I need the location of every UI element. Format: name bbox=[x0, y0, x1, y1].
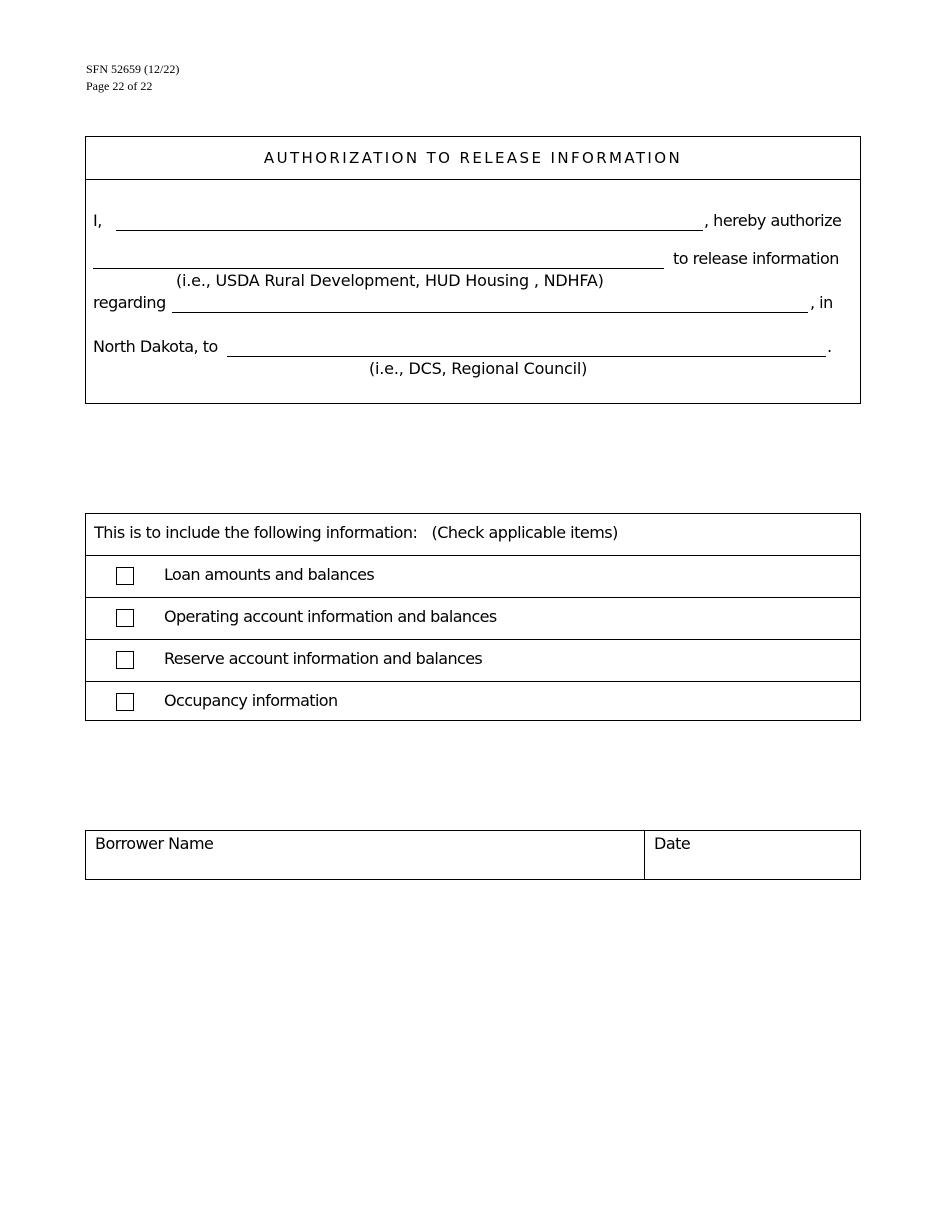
authorization-title: AUTHORIZATION TO RELEASE INFORMATION bbox=[86, 137, 860, 180]
regarding-field[interactable] bbox=[172, 312, 808, 313]
information-checklist bbox=[85, 513, 861, 721]
regarding-suffix: , in bbox=[810, 293, 833, 312]
release-label: to release information bbox=[673, 249, 839, 268]
reserve-account-checkbox[interactable] bbox=[116, 651, 134, 669]
checklist-item-operating-account bbox=[86, 598, 860, 640]
operating-account-label: Operating account information and balances bbox=[164, 607, 497, 626]
page-number: Page 22 of 22 bbox=[86, 79, 153, 93]
regarding-label: regarding bbox=[93, 293, 166, 312]
borrower-name-label: Borrower Name bbox=[95, 834, 214, 853]
authorizer-prefix: I, bbox=[93, 211, 102, 230]
loan-amounts-label: Loan amounts and balances bbox=[164, 565, 375, 584]
checklist-header bbox=[86, 514, 860, 556]
recipient-hint: (i.e., DCS, Regional Council) bbox=[369, 359, 588, 378]
authorizer-suffix: , hereby authorize bbox=[704, 211, 842, 230]
checklist-item-occupancy bbox=[86, 682, 860, 723]
checklist-intro: This is to include the following information: bbox=[94, 523, 418, 542]
signature-section bbox=[85, 830, 861, 880]
authorization-section bbox=[85, 136, 861, 404]
form-id: SFN 52659 (12/22) bbox=[86, 62, 180, 76]
loan-amounts-checkbox[interactable] bbox=[116, 567, 134, 585]
recipient-field[interactable] bbox=[227, 356, 826, 357]
form-header bbox=[86, 61, 179, 95]
operating-account-checkbox[interactable] bbox=[116, 609, 134, 627]
authorizer-name-field[interactable] bbox=[116, 230, 703, 231]
recipient-suffix: . bbox=[827, 337, 832, 356]
borrower-name-field[interactable] bbox=[86, 831, 645, 879]
date-label: Date bbox=[654, 834, 691, 853]
occupancy-label: Occupancy information bbox=[164, 691, 338, 710]
recipient-prefix: North Dakota, to bbox=[93, 337, 218, 356]
occupancy-checkbox[interactable] bbox=[116, 693, 134, 711]
reserve-account-label: Reserve account information and balances bbox=[164, 649, 483, 668]
releasing-agency-field[interactable] bbox=[93, 268, 664, 269]
agency-hint: (i.e., USDA Rural Development, HUD Housing , NDHFA) bbox=[176, 271, 604, 290]
checklist-instruction: (Check applicable items) bbox=[431, 523, 618, 542]
date-field[interactable] bbox=[645, 831, 860, 879]
checklist-item-reserve-account bbox=[86, 640, 860, 682]
checklist-item-loan-amounts bbox=[86, 556, 860, 598]
